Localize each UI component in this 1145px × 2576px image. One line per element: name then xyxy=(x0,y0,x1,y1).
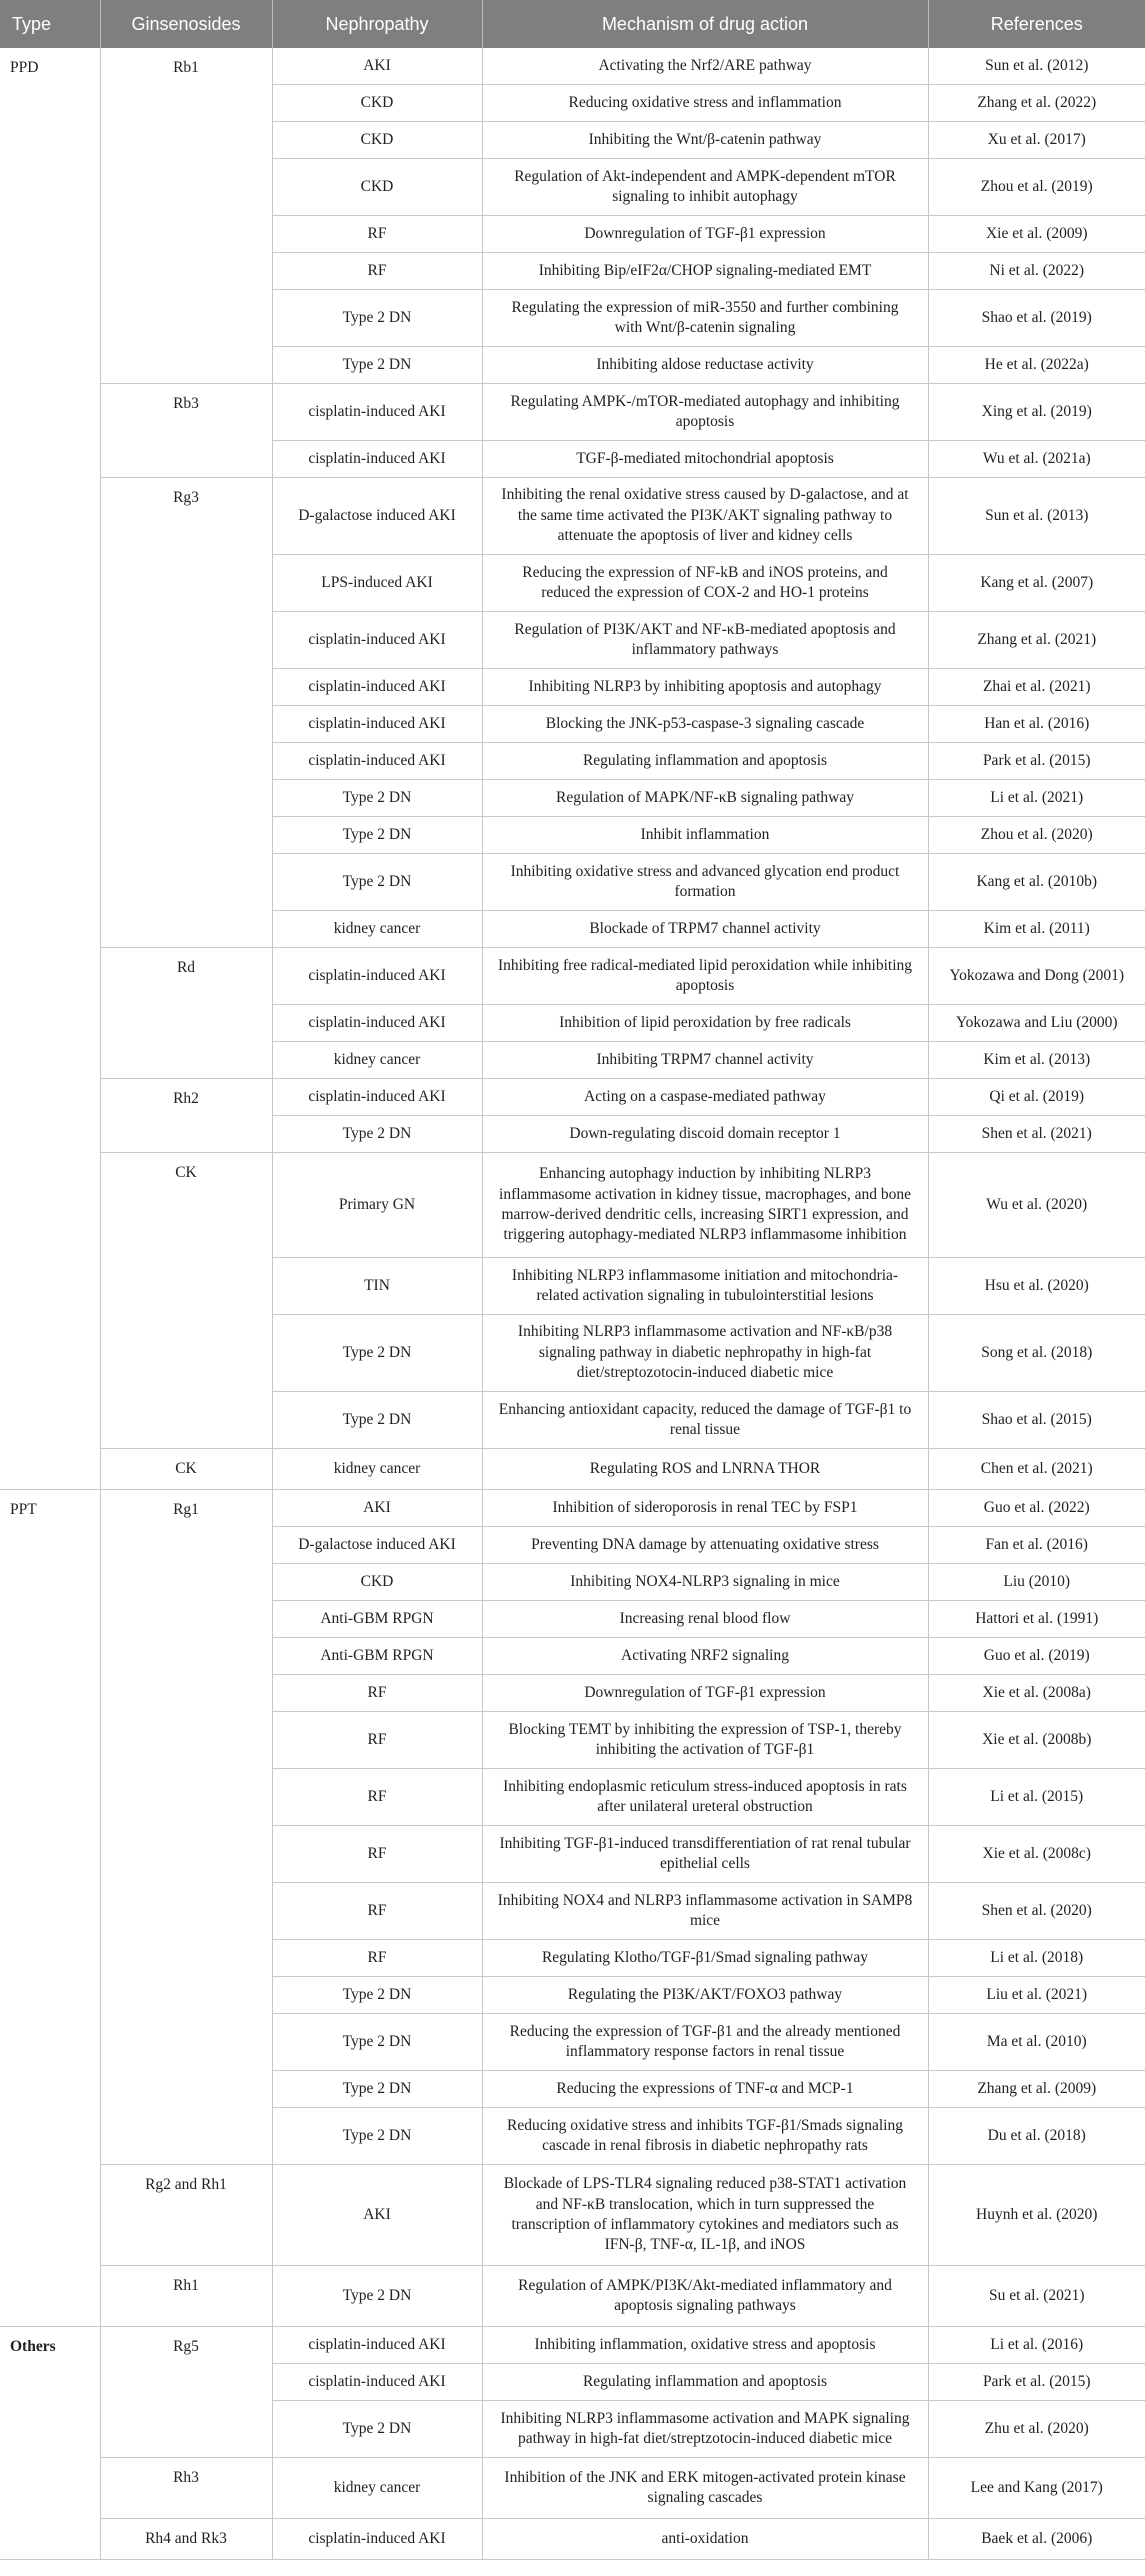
ginsenoside-cell: Rh4 and Rk3 xyxy=(100,2519,272,2560)
table-row xyxy=(0,948,1145,1005)
mechanism-cell: Blocking the JNK-p53-caspase-3 signaling cascade xyxy=(482,706,928,743)
reference-cell: Du et al. (2018) xyxy=(928,2108,1145,2165)
mechanism-cell: Inhibiting NLRP3 by inhibiting apoptosis and autophagy xyxy=(482,669,928,706)
reference-cell: Zhang et al. (2021) xyxy=(928,612,1145,669)
mechanism-cell: Inhibiting oxidative stress and advanced glycation end product formation xyxy=(482,854,928,911)
mechanism-cell: Reducing the expression of NF-kB and iNOS proteins, and reduced the expression of COX-2 and HO-1 proteins xyxy=(482,555,928,612)
mechanism-cell: Enhancing antioxidant capacity, reduced the damage of TGF-β1 to renal tissue xyxy=(482,1392,928,1449)
reference-cell: Song et al. (2018) xyxy=(928,1315,1145,1392)
mechanism-cell: Regulation of MAPK/NF-κB signaling pathway xyxy=(482,780,928,817)
nephropathy-cell: Type 2 DN xyxy=(272,2266,482,2327)
reference-cell: He et al. (2022a) xyxy=(928,347,1145,384)
mechanism-cell: Inhibiting NOX4 and NLRP3 inflammasome activation in SAMP8 mice xyxy=(482,1883,928,1940)
reference-cell: Li et al. (2015) xyxy=(928,1769,1145,1826)
table-row xyxy=(0,48,1145,85)
reference-cell: Shao et al. (2019) xyxy=(928,290,1145,347)
table-row xyxy=(0,2327,1145,2364)
ginsenoside-cell: Rg3 xyxy=(100,478,272,948)
ginsenoside-cell: Rb1 xyxy=(100,48,272,384)
mechanism-cell: Inhibiting inflammation, oxidative stress and apoptosis xyxy=(482,2327,928,2364)
nephropathy-cell: RF xyxy=(272,1883,482,1940)
reference-cell: Wu et al. (2021a) xyxy=(928,441,1145,478)
reference-cell: Ma et al. (2010) xyxy=(928,2014,1145,2071)
reference-cell: Zhu et al. (2020) xyxy=(928,2401,1145,2458)
reference-cell: Xie et al. (2009) xyxy=(928,216,1145,253)
mechanism-cell: Acting on a caspase-mediated pathway xyxy=(482,1079,928,1116)
reference-cell: Li et al. (2016) xyxy=(928,2327,1145,2364)
nephropathy-cell: RF xyxy=(272,1712,482,1769)
reference-cell: Qi et al. (2019) xyxy=(928,1079,1145,1116)
nephropathy-cell: kidney cancer xyxy=(272,2458,482,2519)
ginsenoside-cell: CK xyxy=(100,1153,272,1449)
nephropathy-cell: kidney cancer xyxy=(272,911,482,948)
table-row xyxy=(0,1153,1145,1258)
nephropathy-cell: cisplatin-induced AKI xyxy=(272,2327,482,2364)
nephropathy-cell: Type 2 DN xyxy=(272,1392,482,1449)
nephropathy-cell: Type 2 DN xyxy=(272,347,482,384)
mechanism-cell: Inhibition of the JNK and ERK mitogen-activated protein kinase signaling cascades xyxy=(482,2458,928,2519)
reference-cell: Zhai et al. (2021) xyxy=(928,669,1145,706)
header-nephropathy: Nephropathy xyxy=(272,0,482,48)
reference-cell: Liu (2010) xyxy=(928,1564,1145,1601)
reference-cell: Han et al. (2016) xyxy=(928,706,1145,743)
reference-cell: Xie et al. (2008a) xyxy=(928,1675,1145,1712)
reference-cell: Sun et al. (2013) xyxy=(928,478,1145,555)
mechanism-cell: Regulating the expression of miR-3550 and further combining with Wnt/β-catenin signaling xyxy=(482,290,928,347)
mechanism-cell: Inhibiting TRPM7 channel activity xyxy=(482,1042,928,1079)
header-mechanism: Mechanism of drug action xyxy=(482,0,928,48)
mechanism-cell: Inhibiting TGF-β1-induced transdifferentiation of rat renal tubular epithelial cells xyxy=(482,1826,928,1883)
table-row xyxy=(0,1490,1145,1527)
nephropathy-cell: Type 2 DN xyxy=(272,817,482,854)
mechanism-cell: Inhibiting NLRP3 inflammasome activation and NF-κB/p38 signaling pathway in diabetic nephropathy in high-fat diet/streptozotocin-induced diabetic mice xyxy=(482,1315,928,1392)
type-cell: Others xyxy=(0,2327,100,2560)
header-row xyxy=(0,0,1145,48)
mechanism-cell: Blockade of TRPM7 channel activity xyxy=(482,911,928,948)
mechanism-cell: Increasing renal blood flow xyxy=(482,1601,928,1638)
reference-cell: Kang et al. (2007) xyxy=(928,555,1145,612)
table-row xyxy=(0,384,1145,441)
nephropathy-cell: Type 2 DN xyxy=(272,1315,482,1392)
nephropathy-cell: AKI xyxy=(272,2165,482,2266)
reference-cell: Xing et al. (2019) xyxy=(928,384,1145,441)
mechanism-cell: Regulating AMPK-/mTOR-mediated autophagy and inhibiting apoptosis xyxy=(482,384,928,441)
reference-cell: Kim et al. (2011) xyxy=(928,911,1145,948)
nephropathy-cell: cisplatin-induced AKI xyxy=(272,1079,482,1116)
nephropathy-cell: Type 2 DN xyxy=(272,1977,482,2014)
mechanism-cell: Inhibiting Bip/eIF2α/CHOP signaling-mediated EMT xyxy=(482,253,928,290)
mechanism-cell: Blockade of LPS-TLR4 signaling reduced p38-STAT1 activation and NF-κB translocation, which in turn suppressed the transcription of inflammatory cytokines and mediators such as IFN-β, TNF-α, IL-1β, and iNOS xyxy=(482,2165,928,2266)
ginsenoside-cell: Rg1 xyxy=(100,1490,272,2165)
nephropathy-cell: RF xyxy=(272,1675,482,1712)
mechanism-cell: Inhibiting NLRP3 inflammasome initiation and mitochondria-related activation signaling in tubulointerstitial lesions xyxy=(482,1258,928,1315)
nephropathy-cell: CKD xyxy=(272,1564,482,1601)
reference-cell: Chen et al. (2021) xyxy=(928,1449,1145,1490)
nephropathy-cell: LPS-induced AKI xyxy=(272,555,482,612)
reference-cell: Li et al. (2021) xyxy=(928,780,1145,817)
mechanism-cell: Down-regulating discoid domain receptor 1 xyxy=(482,1116,928,1153)
reference-cell: Sun et al. (2012) xyxy=(928,48,1145,85)
mechanism-cell: Downregulation of TGF-β1 expression xyxy=(482,216,928,253)
reference-cell: Shen et al. (2020) xyxy=(928,1883,1145,1940)
mechanism-cell: Inhibiting NOX4-NLRP3 signaling in mice xyxy=(482,1564,928,1601)
nephropathy-cell: cisplatin-induced AKI xyxy=(272,1005,482,1042)
nephropathy-cell: D-galactose induced AKI xyxy=(272,478,482,555)
reference-cell: Li et al. (2018) xyxy=(928,1940,1145,1977)
mechanism-cell: Regulating Klotho/TGF-β1/Smad signaling pathway xyxy=(482,1940,928,1977)
nephropathy-cell: AKI xyxy=(272,48,482,85)
nephropathy-cell: cisplatin-induced AKI xyxy=(272,2519,482,2560)
mechanism-cell: Downregulation of TGF-β1 expression xyxy=(482,1675,928,1712)
nephropathy-cell: AKI xyxy=(272,1490,482,1527)
reference-cell: Su et al. (2021) xyxy=(928,2266,1145,2327)
nephropathy-cell: cisplatin-induced AKI xyxy=(272,948,482,1005)
nephropathy-cell: RF xyxy=(272,1826,482,1883)
header-ginsenosides: Ginsenosides xyxy=(100,0,272,48)
mechanism-cell: Regulating ROS and LNRNA THOR xyxy=(482,1449,928,1490)
mechanism-cell: Preventing DNA damage by attenuating oxidative stress xyxy=(482,1527,928,1564)
nephropathy-cell: cisplatin-induced AKI xyxy=(272,384,482,441)
reference-cell: Kang et al. (2010b) xyxy=(928,854,1145,911)
nephropathy-cell: kidney cancer xyxy=(272,1449,482,1490)
table-row xyxy=(0,1449,1145,1490)
nephropathy-cell: RF xyxy=(272,253,482,290)
nephropathy-cell: Type 2 DN xyxy=(272,290,482,347)
nephropathy-cell: cisplatin-induced AKI xyxy=(272,612,482,669)
header-references: References xyxy=(928,0,1145,48)
reference-cell: Huynh et al. (2020) xyxy=(928,2165,1145,2266)
nephropathy-cell: cisplatin-induced AKI xyxy=(272,743,482,780)
table-row xyxy=(0,2458,1145,2519)
mechanism-cell: Inhibiting endoplasmic reticulum stress-induced apoptosis in rats after unilateral ureteral obstruction xyxy=(482,1769,928,1826)
mechanism-cell: Regulating inflammation and apoptosis xyxy=(482,2364,928,2401)
mechanism-cell: Regulation of PI3K/AKT and NF-κB-mediated apoptosis and inflammatory pathways xyxy=(482,612,928,669)
ginsenoside-cell: Rd xyxy=(100,948,272,1079)
reference-cell: Park et al. (2015) xyxy=(928,743,1145,780)
mechanism-cell: Enhancing autophagy induction by inhibiting NLRP3 inflammasome activation in kidney tissue, macrophages, and bone marrow-derived dendritic cells, increasing SIRT1 expression, and triggering autophagy-mediated NLRP3 inflammasome inhibition xyxy=(482,1153,928,1258)
mechanism-cell: Reducing the expressions of TNF-α and MCP-1 xyxy=(482,2071,928,2108)
ginsenoside-cell: Rh1 xyxy=(100,2266,272,2327)
header-type: Type xyxy=(0,0,100,48)
type-cell: PPT xyxy=(0,1490,100,2327)
ginsenoside-cell: Rg2 and Rh1 xyxy=(100,2165,272,2266)
nephropathy-cell: D-galactose induced AKI xyxy=(272,1527,482,1564)
nephropathy-cell: RF xyxy=(272,1940,482,1977)
nephropathy-cell: Type 2 DN xyxy=(272,2071,482,2108)
reference-cell: Ni et al. (2022) xyxy=(928,253,1145,290)
table-row xyxy=(0,478,1145,555)
reference-cell: Park et al. (2015) xyxy=(928,2364,1145,2401)
nephropathy-cell: CKD xyxy=(272,122,482,159)
type-cell: PPD xyxy=(0,48,100,1490)
mechanism-cell: Inhibiting the renal oxidative stress caused by D-galactose, and at the same time activated the PI3K/AKT signaling pathway to attenuate the apoptosis of liver and kidney cells xyxy=(482,478,928,555)
mechanism-cell: Activating the Nrf2/ARE pathway xyxy=(482,48,928,85)
reference-cell: Kim et al. (2013) xyxy=(928,1042,1145,1079)
nephropathy-cell: Type 2 DN xyxy=(272,2108,482,2165)
reference-cell: Zhang et al. (2022) xyxy=(928,85,1145,122)
mechanism-cell: Inhibiting free radical-mediated lipid peroxidation while inhibiting apoptosis xyxy=(482,948,928,1005)
nephropathy-cell: cisplatin-induced AKI xyxy=(272,706,482,743)
mechanism-cell: Inhibit inflammation xyxy=(482,817,928,854)
nephropathy-cell: CKD xyxy=(272,85,482,122)
nephropathy-cell: CKD xyxy=(272,159,482,216)
reference-cell: Hsu et al. (2020) xyxy=(928,1258,1145,1315)
nephropathy-cell: Anti-GBM RPGN xyxy=(272,1601,482,1638)
nephropathy-cell: Primary GN xyxy=(272,1153,482,1258)
ginsenoside-cell: CK xyxy=(100,1449,272,1490)
mechanism-cell: Reducing the expression of TGF-β1 and the already mentioned inflammatory response factors in renal tissue xyxy=(482,2014,928,2071)
mechanism-cell: Reducing oxidative stress and inflammation xyxy=(482,85,928,122)
reference-cell: Lee and Kang (2017) xyxy=(928,2458,1145,2519)
reference-cell: Liu et al. (2021) xyxy=(928,1977,1145,2014)
nephropathy-cell: TIN xyxy=(272,1258,482,1315)
reference-cell: Shao et al. (2015) xyxy=(928,1392,1145,1449)
reference-cell: Guo et al. (2019) xyxy=(928,1638,1145,1675)
reference-cell: Hattori et al. (1991) xyxy=(928,1601,1145,1638)
reference-cell: Wu et al. (2020) xyxy=(928,1153,1145,1258)
table-row xyxy=(0,2266,1145,2327)
reference-cell: Xie et al. (2008b) xyxy=(928,1712,1145,1769)
reference-cell: Xu et al. (2017) xyxy=(928,122,1145,159)
nephropathy-cell: Type 2 DN xyxy=(272,780,482,817)
table-row xyxy=(0,2165,1145,2266)
nephropathy-cell: RF xyxy=(272,216,482,253)
reference-cell: Zhou et al. (2019) xyxy=(928,159,1145,216)
nephropathy-cell: cisplatin-induced AKI xyxy=(272,2364,482,2401)
nephropathy-cell: kidney cancer xyxy=(272,1042,482,1079)
mechanism-cell: Inhibition of sideroporosis in renal TEC by FSP1 xyxy=(482,1490,928,1527)
reference-cell: Zhang et al. (2009) xyxy=(928,2071,1145,2108)
table-header xyxy=(0,0,1145,48)
mechanism-cell: Inhibiting aldose reductase activity xyxy=(482,347,928,384)
nephropathy-cell: Type 2 DN xyxy=(272,1116,482,1153)
reference-cell: Guo et al. (2022) xyxy=(928,1490,1145,1527)
nephropathy-cell: Type 2 DN xyxy=(272,854,482,911)
mechanism-cell: Regulating the PI3K/AKT/FOXO3 pathway xyxy=(482,1977,928,2014)
ginsenoside-cell: Rb3 xyxy=(100,384,272,478)
reference-cell: Baek et al. (2006) xyxy=(928,2519,1145,2560)
reference-cell: Fan et al. (2016) xyxy=(928,1527,1145,1564)
nephropathy-cell: cisplatin-induced AKI xyxy=(272,669,482,706)
ginsenoside-cell: Rh2 xyxy=(100,1079,272,1153)
nephropathy-cell: Type 2 DN xyxy=(272,2014,482,2071)
nephropathy-cell: cisplatin-induced AKI xyxy=(272,441,482,478)
mechanism-cell: Activating NRF2 signaling xyxy=(482,1638,928,1675)
table-row xyxy=(0,2519,1145,2560)
ginsenoside-cell: Rh3 xyxy=(100,2458,272,2519)
mechanism-cell: Regulating inflammation and apoptosis xyxy=(482,743,928,780)
nephropathy-cell: RF xyxy=(272,1769,482,1826)
reference-cell: Yokozawa and Dong (2001) xyxy=(928,948,1145,1005)
mechanism-cell: Inhibiting the Wnt/β-catenin pathway xyxy=(482,122,928,159)
reference-cell: Zhou et al. (2020) xyxy=(928,817,1145,854)
mechanism-cell: Regulation of AMPK/PI3K/Akt-mediated inflammatory and apoptosis signaling pathways xyxy=(482,2266,928,2327)
mechanism-cell: TGF-β-mediated mitochondrial apoptosis xyxy=(482,441,928,478)
table-row xyxy=(0,1079,1145,1116)
mechanism-cell: anti-oxidation xyxy=(482,2519,928,2560)
mechanism-cell: Regulation of Akt-independent and AMPK-dependent mTOR signaling to inhibit autophagy xyxy=(482,159,928,216)
nephropathy-cell: Anti-GBM RPGN xyxy=(272,1638,482,1675)
reference-cell: Yokozawa and Liu (2000) xyxy=(928,1005,1145,1042)
mechanism-cell: Blocking TEMT by inhibiting the expression of TSP-1, thereby inhibiting the activation of TGF-β1 xyxy=(482,1712,928,1769)
reference-cell: Shen et al. (2021) xyxy=(928,1116,1145,1153)
mechanism-cell: Reducing oxidative stress and inhibits TGF-β1/Smads signaling cascade in renal fibrosis in diabetic nephropathy rats xyxy=(482,2108,928,2165)
table-body xyxy=(0,48,1145,2560)
nephropathy-cell: Type 2 DN xyxy=(272,2401,482,2458)
mechanism-cell: Inhibiting NLRP3 inflammasome activation and MAPK signaling pathway in high-fat diet/streptzotocin-induced diabetic mice xyxy=(482,2401,928,2458)
mechanism-cell: Inhibition of lipid peroxidation by free radicals xyxy=(482,1005,928,1042)
ginsenoside-cell: Rg5 xyxy=(100,2327,272,2458)
reference-cell: Xie et al. (2008c) xyxy=(928,1826,1145,1883)
